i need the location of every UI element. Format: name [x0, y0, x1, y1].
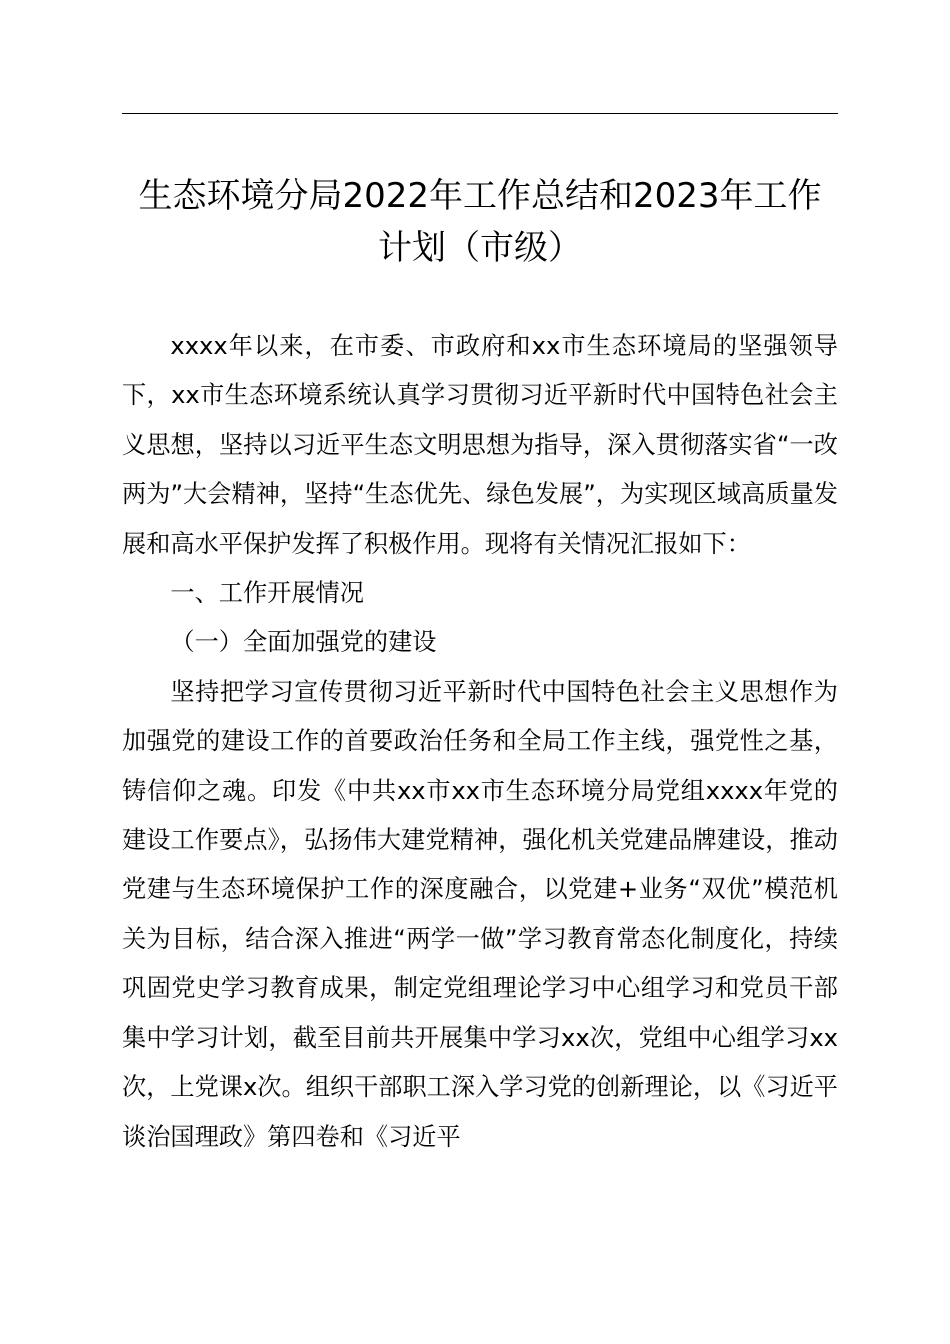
title-line-2: 计划（市级） [378, 228, 582, 268]
party-building-paragraph: 坚持把学习宣传贯彻习近平新时代中国特色社会主义思想作为加强党的建设工作的首要政治任务和全局工作主线，强党性之基，铸信仰之魂。印发《中共xx市xx市生态环境分局党组xxxx年党的建设工作要点》，弘扬伟大建党精神，强化机关党建品牌建设，推动党建与生态环境保护工作的深度融合，以党建+业务“双优”模范机关为目标，结合深入推进“两学一做”学习教育常态化制度化，持续巩固党史学习教育成果，制定党组理论学习中心组学习和党员干部集中学习计划，截至目前共开展集中学习xx次，党组中心组学习xx次，上党课x次。组织干部职工深入学习党的创新理论，以《习近平谈治国理政》第四卷和《习近平 [122, 677, 838, 1151]
document-title [122, 170, 838, 274]
section-heading: 一、工作开展情况 [170, 579, 364, 608]
document-body [122, 322, 838, 1162]
title-line-1: 生态环境分局2022年工作总结和2023年工作 [138, 176, 822, 216]
header-rule [122, 113, 838, 114]
subsection-heading: （一）全面加强党的建设 [170, 628, 437, 657]
intro-paragraph: xxxx年以来，在市委、市政府和xx市生态环境局的坚强领导下，xx市生态环境系统认真学习贯彻习近平新时代中国特色社会主义思想，坚持以习近平生态文明思想为指导，深入贯彻落实省“一改两为”大会精神，坚持“生态优先、绿色发展”，为实现区域高质量发展和高水平保护发挥了积极作用。现将有关情况汇报如下： [122, 332, 838, 558]
